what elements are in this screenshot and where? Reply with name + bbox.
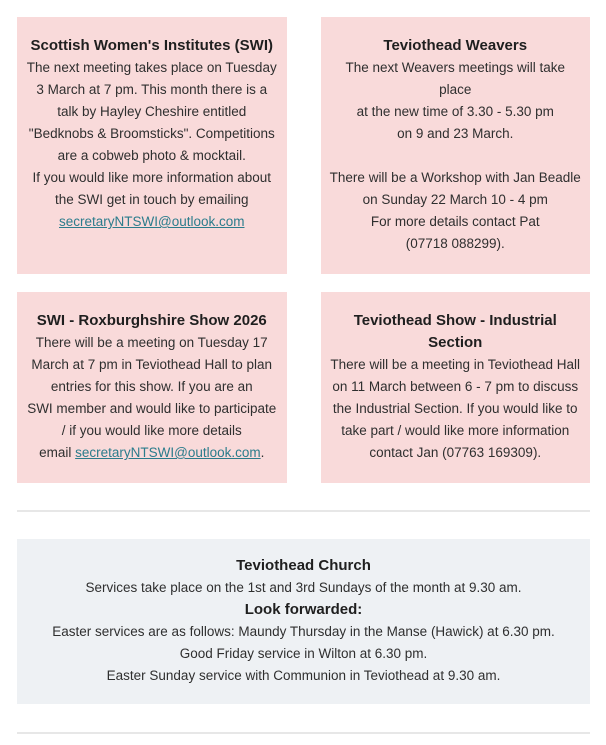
- card-industrial-body: There will be a meeting in Teviothead Hall on 11 March between 6 - 7 pm to discuss the Industrial Section. If you would like to take part / would like more information contact Jan (07763 169309).: [330, 357, 581, 460]
- link-prefix-text: email: [39, 445, 76, 460]
- church-intro: Services take place on the 1st and 3rd Sundays of the month at 9.30 am.: [85, 580, 522, 595]
- card-industrial-title: Teviothead Show - Industrial Section: [353, 312, 557, 351]
- card-roxburghshire-link-line: [25, 442, 279, 464]
- church-section: [17, 539, 590, 704]
- card-industrial-section: [321, 292, 591, 483]
- card-swi-title: Scottish Women's Institutes (SWI): [30, 37, 273, 54]
- card-swi: [17, 17, 287, 274]
- card-weavers: [321, 17, 591, 274]
- card-swi-body: The next meeting takes place on Tuesday 3 March at 7 pm. This month there is a talk by Hayley Cheshire entitled "Bedknobs & Broomsticks". Competitions are a cobweb photo & mocktail. If you would like more information about the SWI get in touch by emailing: [26, 60, 277, 207]
- card-weavers-title: Teviothead Weavers: [383, 37, 528, 54]
- swi-email-link[interactable]: secretaryNTSWI@outlook.com: [59, 214, 245, 229]
- roxburghshire-email-link[interactable]: secretaryNTSWI@outlook.com: [75, 445, 261, 460]
- divider-top: [17, 510, 590, 512]
- link-suffix-text: .: [260, 445, 265, 460]
- card-roxburghshire-body: There will be a meeting on Tuesday 17 March at 7 pm in Teviothead Hall to plan entries for this show. If you are an SWI member and would like to participate / if you would like more details: [27, 335, 277, 438]
- divider-bottom: [17, 732, 590, 734]
- church-body: Easter services are as follows: Maundy Thursday in the Manse (Hawick) at 6.30 pm. Good Friday service in Wilton at 6.30 pm. Easter Sunday service with Communion in Teviothead at 9.30 am.: [52, 624, 555, 683]
- church-title: Teviothead Church: [236, 557, 371, 574]
- cards-grid: [17, 17, 590, 483]
- card-weavers-body: The next Weavers meetings will take place at the new time of 3.30 - 5.30 pm on 9 and 23 March. There will be a Workshop with Jan Beadle on Sunday 22 March 10 - 4 pm For more details contact Pat (07718 088299).: [329, 60, 581, 251]
- church-subheading: Look forwarded:: [244, 601, 363, 618]
- card-roxburghshire-title: SWI - Roxburghshire Show 2026: [36, 312, 267, 329]
- card-swi-link-line: [25, 211, 279, 233]
- card-roxburghshire-show: [17, 292, 287, 483]
